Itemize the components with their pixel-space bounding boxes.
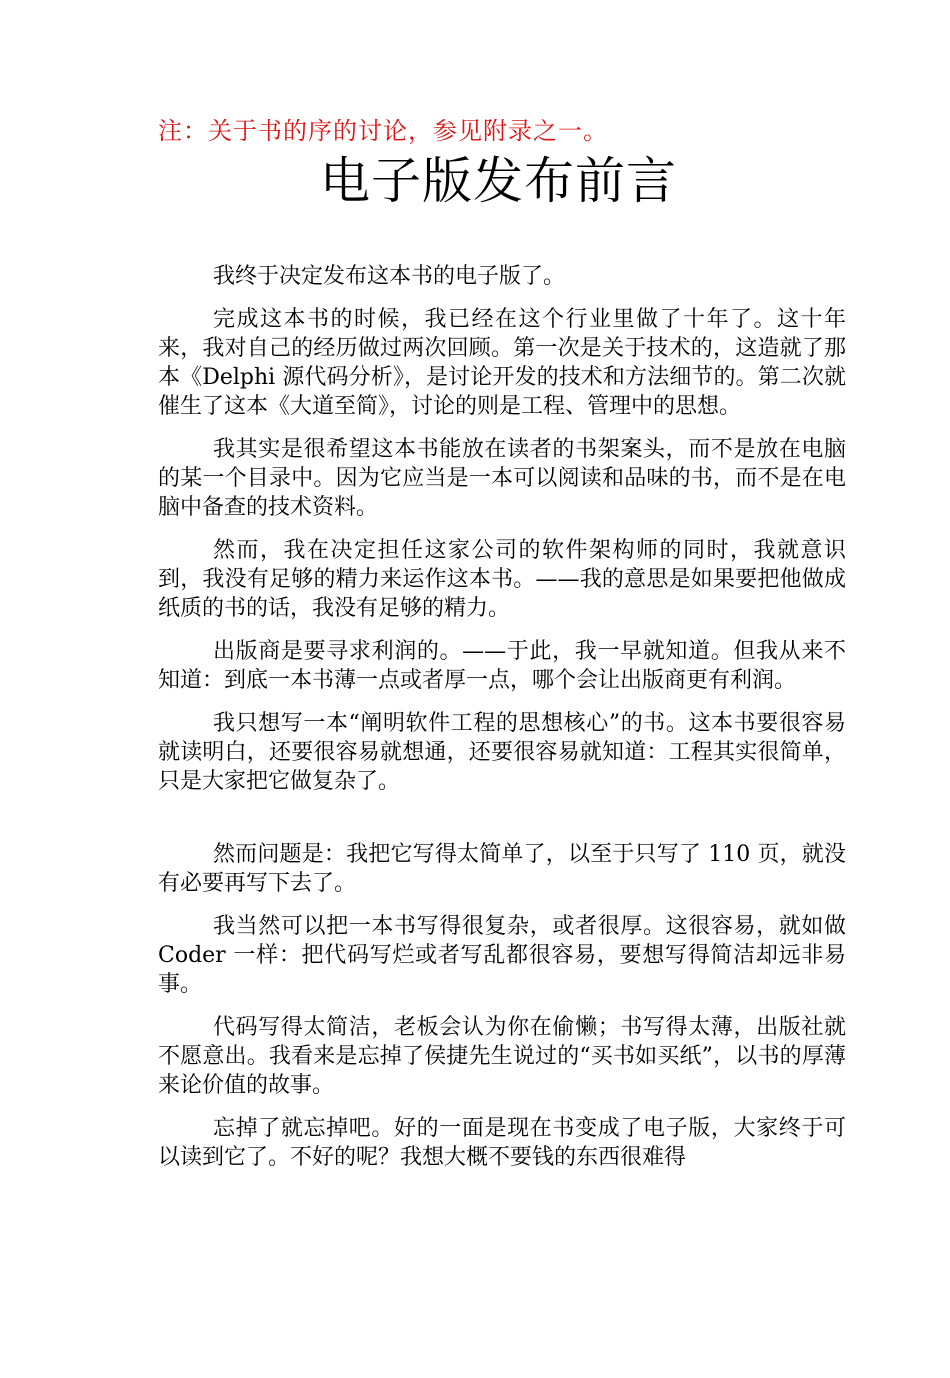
paragraph: 我当然可以把一本书写得很复杂，或者很厚。这很容易，就如做 Coder 一样：把代码写烂或者写乱都很容易，要想写得简洁却远非易事。 (158, 914, 846, 997)
paragraph: 然而，我在决定担任这家公司的软件架构师的同时，我就意识到，我没有足够的精力来运作这本书。——我的意思是如果要把他做成纸质的书的话，我没有足够的精力。 (158, 538, 846, 621)
note-text: 注：关于书的序的讨论，参见附录之一。 (158, 117, 608, 145)
page-title: 电子版发布前言 (320, 152, 677, 210)
paragraph: 出版商是要寻求利润的。——于此，我一早就知道。但我从来不知道：到底一本书薄一点或者厚一点，哪个会让出版商更有利润。 (158, 639, 846, 693)
paragraph: 忘掉了就忘掉吧。好的一面是现在书变成了电子版，大家终于可以读到它了。不好的呢？我想大概不要钱的东西很难得 (158, 1116, 846, 1170)
paragraph: 代码写得太简洁，老板会认为你在偷懒；书写得太薄，出版社就不愿意出。我看来是忘掉了侯捷先生说过的“买书如买纸”，以书的厚薄来论价值的故事。 (158, 1015, 846, 1098)
document-body (158, 262, 846, 1186)
paragraph: 我只想写一本“阐明软件工程的思想核心”的书。这本书要很容易就读明白，还要很容易就想通，还要很容易就知道：工程其实很简单，只是大家把它做复杂了。 (158, 711, 846, 794)
paragraph: 我其实是很希望这本书能放在读者的书架案头，而不是放在电脑的某一个目录中。因为它应当是一本可以阅读和品味的书，而不是在电脑中备查的技术资料。 (158, 437, 846, 520)
paragraph: 完成这本书的时候，我已经在这个行业里做了十年了。这十年来，我对自己的经历做过两次回顾。第一次是关于技术的，这造就了那本《Delphi 源代码分析》，是讨论开发的技术和方法细节的。第二次就催生了这本《大道至简》，讨论的则是工程、管理中的思想。 (158, 307, 846, 419)
paragraph: 我终于决定发布这本书的电子版了。 (213, 264, 566, 289)
paragraph: 然而问题是：我把它写得太简单了，以至于只写了 110 页，就没有必要再写下去了。 (158, 842, 846, 896)
